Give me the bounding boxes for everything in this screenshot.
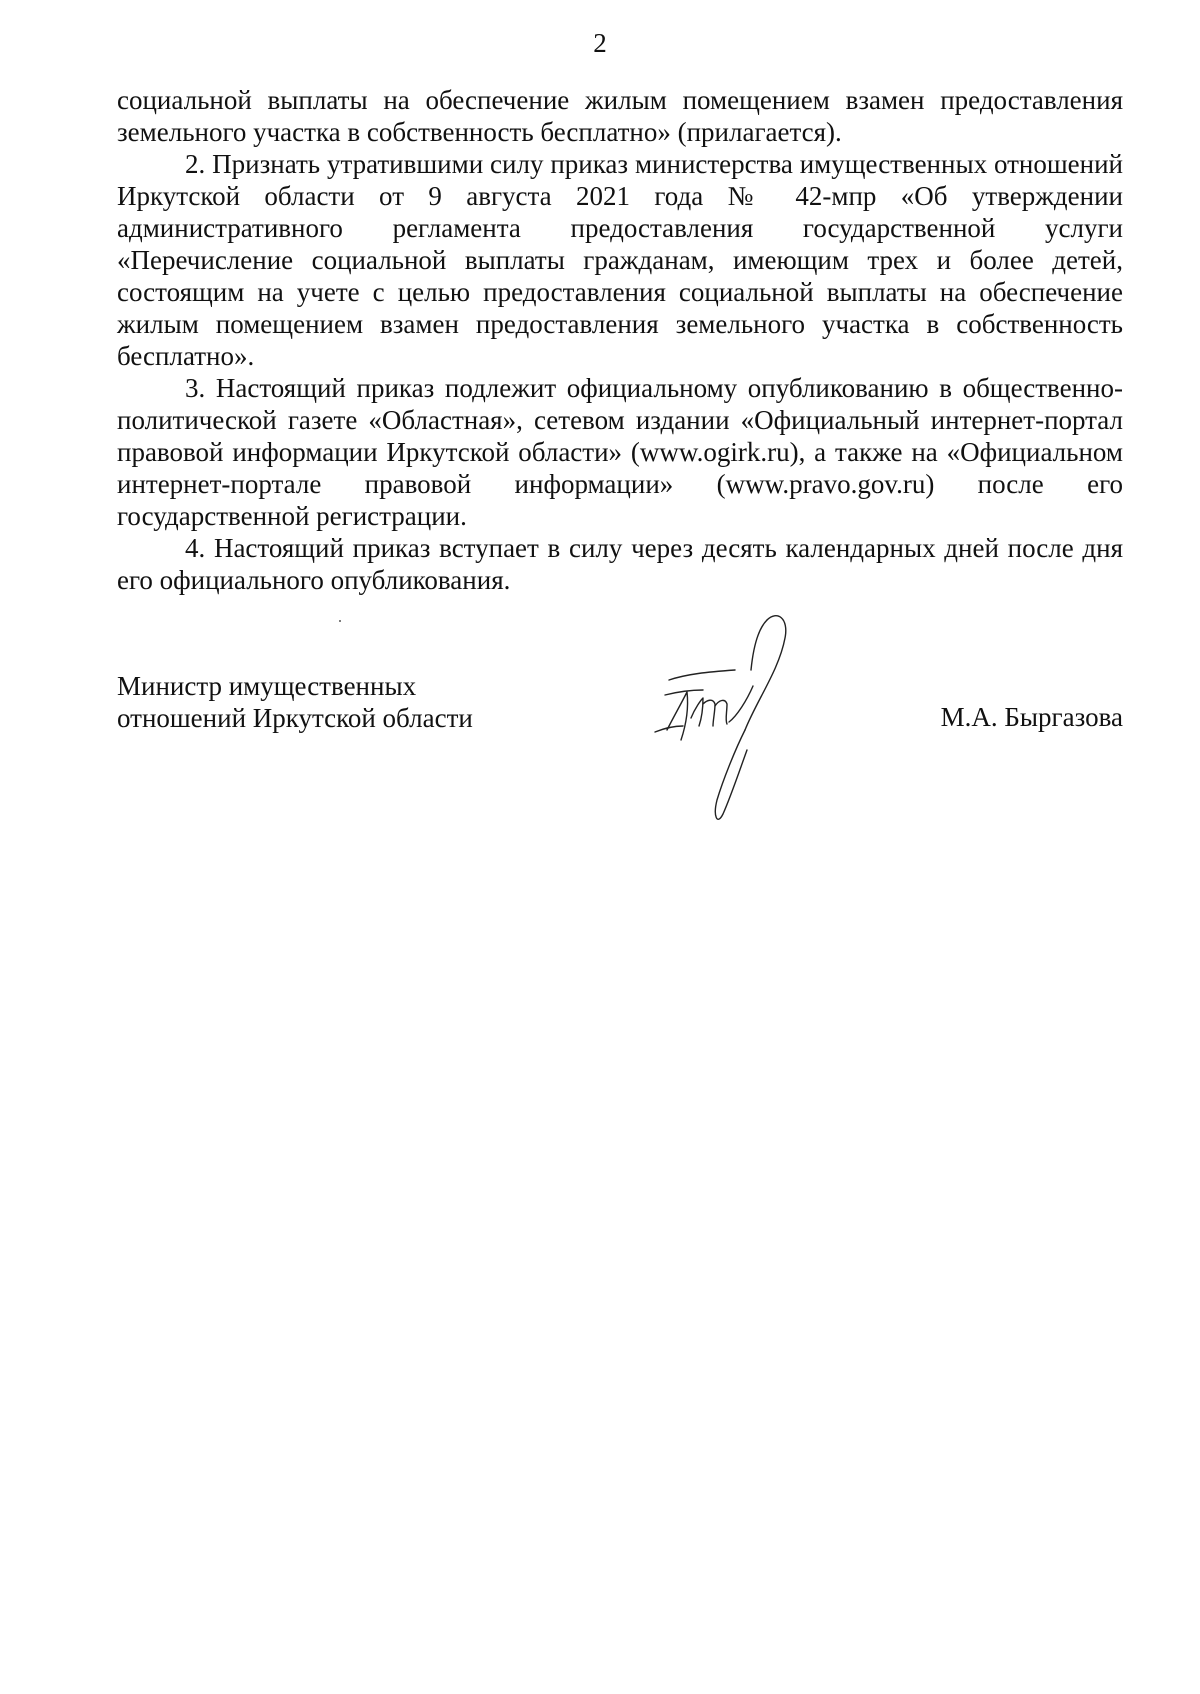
signature-block: [117, 670, 1123, 870]
document-body: [117, 84, 1123, 596]
paragraph-continuation: социальной выплаты на обеспечение жилым помещением взамен предоставления земельного участка в собственность бесплатно» (прилагается).: [117, 85, 1123, 147]
paragraph-item-4: 4. Настоящий приказ вступает в силу через десять календарных дней после дня его официального опубликования.: [117, 533, 1123, 595]
signer-position-line-1: Министр имущественных: [117, 671, 417, 701]
scan-speck: [339, 620, 341, 622]
handwritten-signature-icon: [607, 600, 837, 840]
signer-name: М.А. Быргазова: [940, 702, 1123, 732]
paragraph-item-2: 2. Признать утратившими силу приказ министерства имущественных отношений Иркутской области от 9 августа 2021 года № 42-мпр «Об утверждении административного регламента предоставления государственной услуги «Перечисление социальной выплаты гражданам, имеющим трех и более детей, состоящим на учете с целью предоставления социальной выплаты на обеспечение жилым помещением взамен предоставления земельного участка в собственность бесплатно».: [117, 149, 1123, 371]
page-number: 2: [593, 28, 607, 58]
signer-position: [117, 670, 473, 734]
signer-position-line-2: отношений Иркутской области: [117, 703, 473, 733]
paragraph-item-3: 3. Настоящий приказ подлежит официальному опубликованию в общественно-политической газете «Областная», сетевом издании «Официальный интернет-портал правовой информации Иркутской области» (www.ogirk.ru), а также на «Официальном интернет-портале правовой информации» (www.pravo.gov.ru) после его государственной регистрации.: [117, 373, 1123, 531]
